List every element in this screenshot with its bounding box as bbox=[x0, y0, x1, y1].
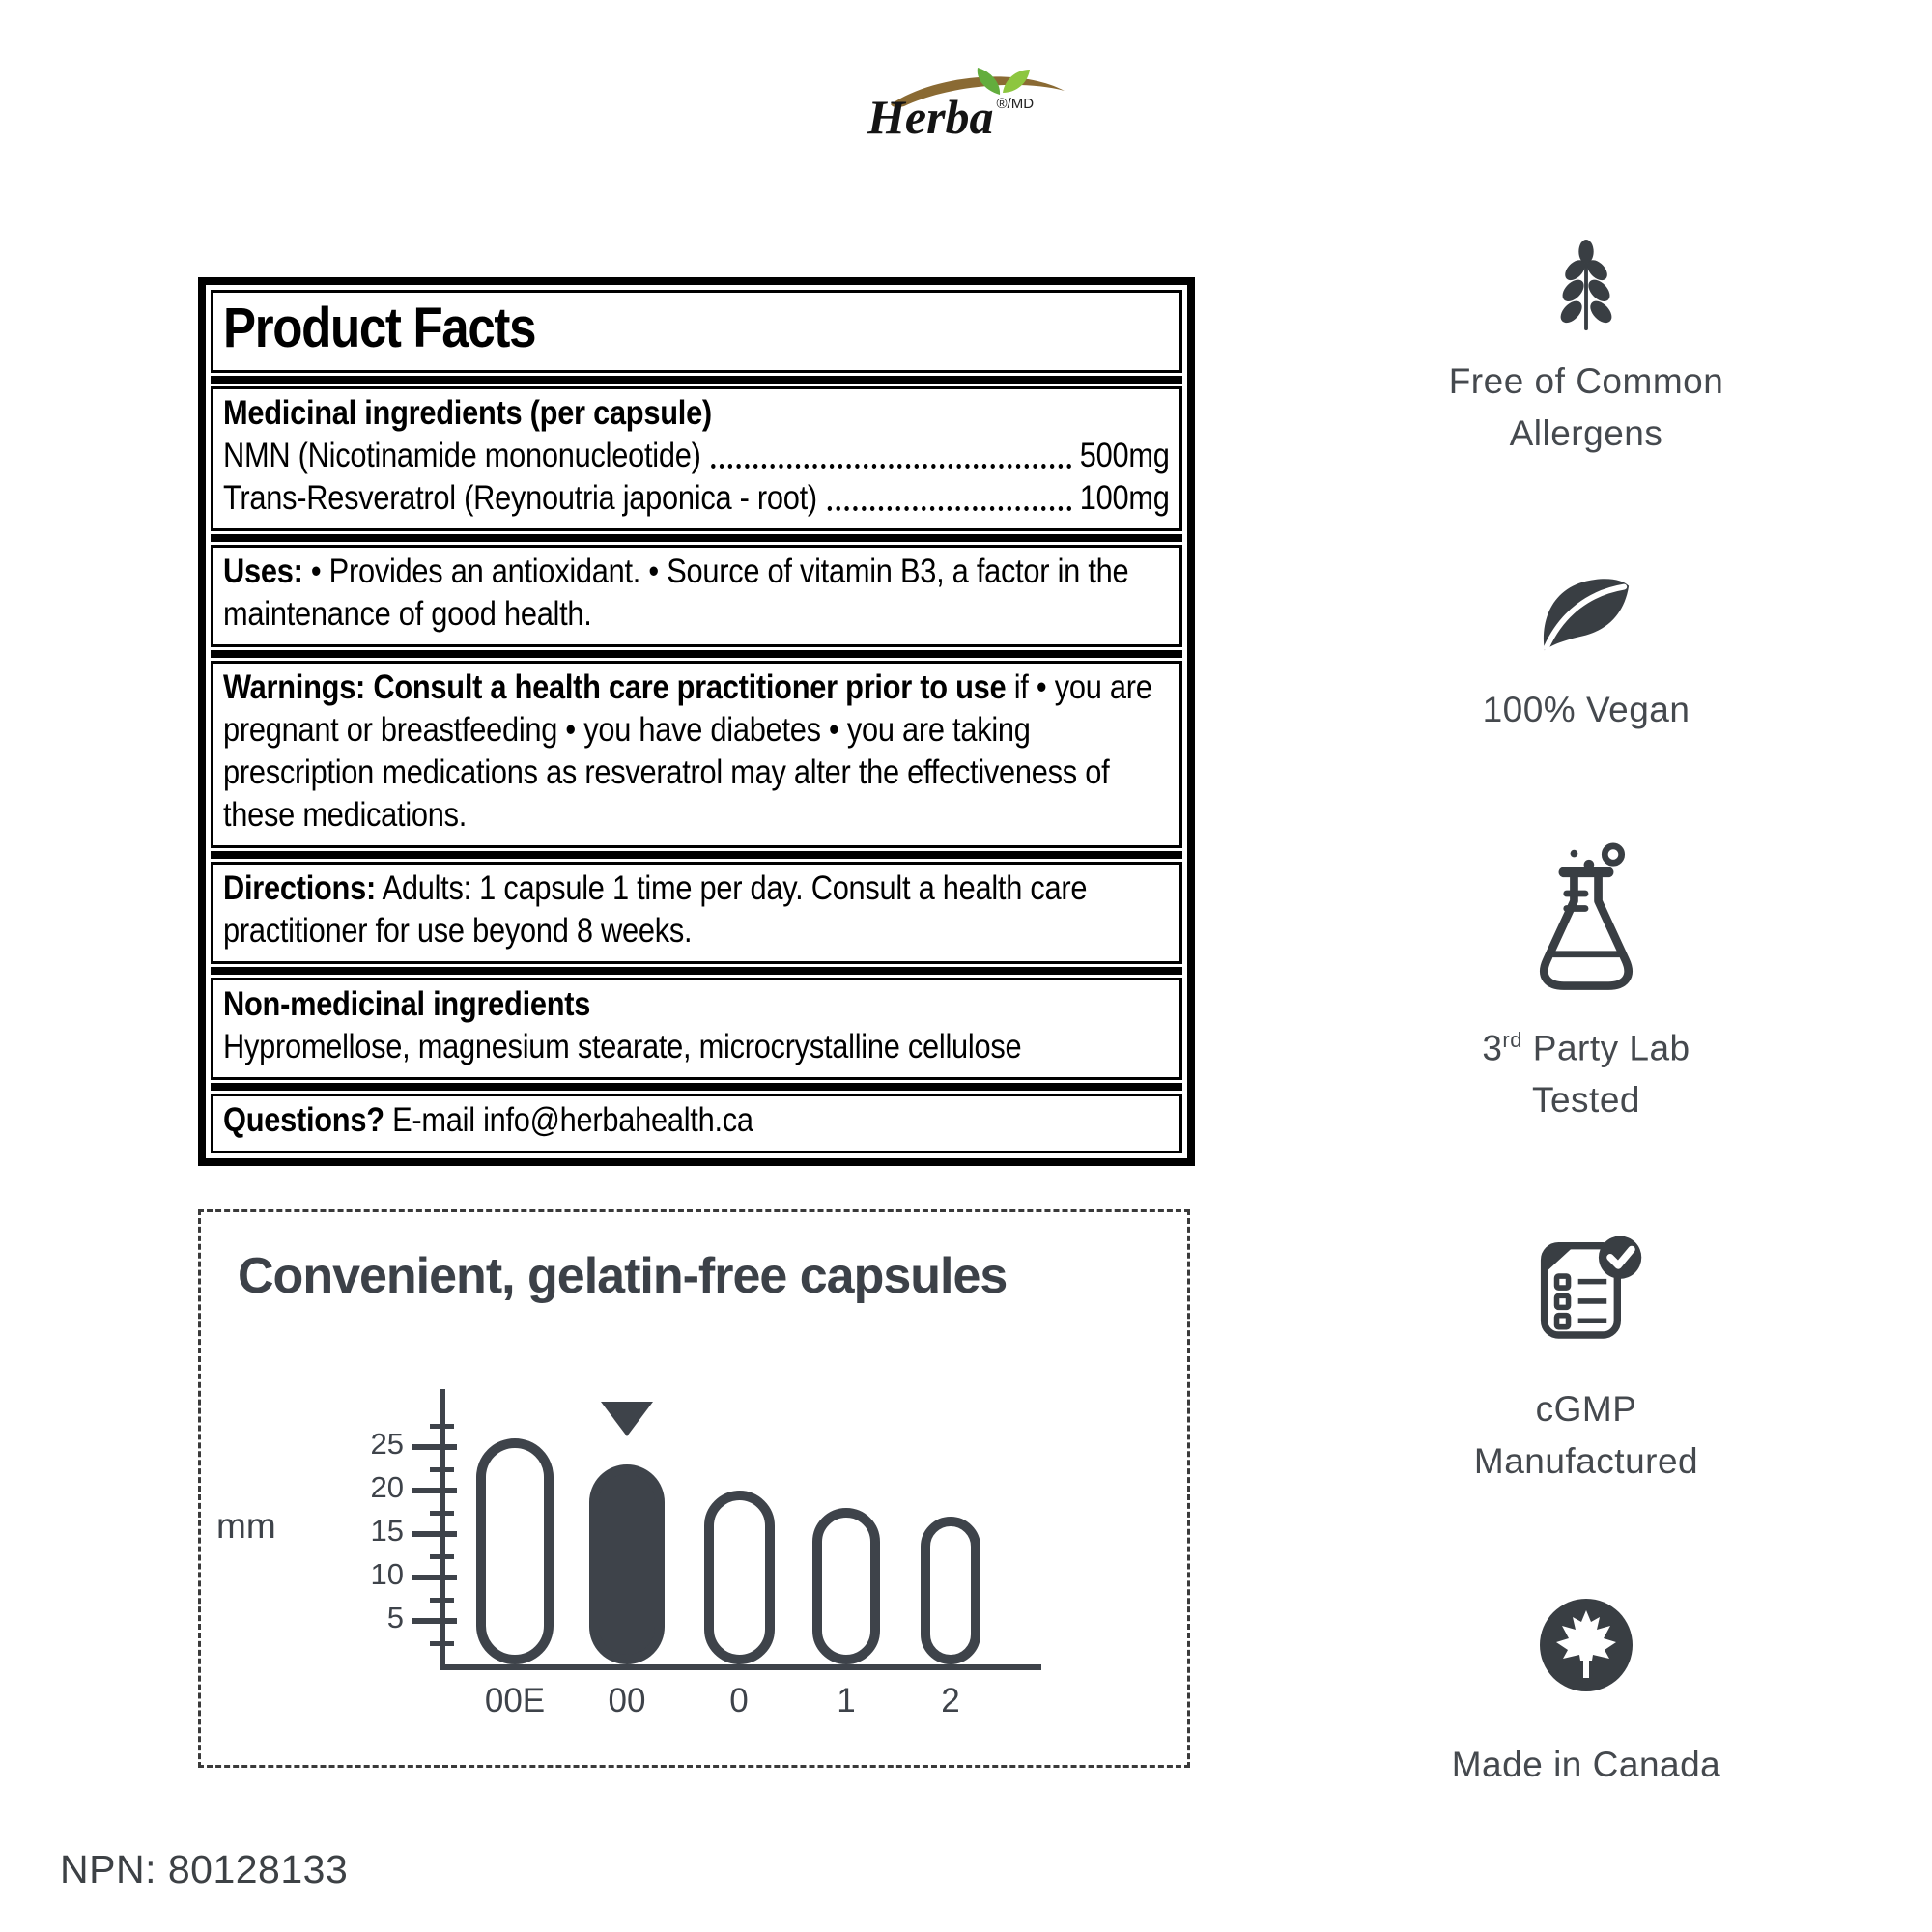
badge-checklist bbox=[1388, 1235, 1784, 1488]
section-divider bbox=[211, 650, 1182, 658]
non-medicinal-text: Hypromellose, magnesium stearate, microcrystalline cellulose bbox=[223, 1028, 1022, 1065]
y-tick-minor bbox=[430, 1424, 454, 1429]
section-divider bbox=[211, 1083, 1182, 1091]
leaf-icon bbox=[1388, 574, 1784, 655]
y-tick-major bbox=[412, 1531, 457, 1537]
y-tick-label: 25 bbox=[370, 1427, 404, 1461]
section-divider bbox=[211, 534, 1182, 542]
badge-label-line: Free of Common bbox=[1448, 361, 1724, 401]
questions-text: E-mail info@herbahealth.ca bbox=[392, 1101, 753, 1139]
section-divider bbox=[211, 967, 1182, 975]
brand-name bbox=[867, 89, 1035, 145]
y-tick-label: 5 bbox=[386, 1601, 404, 1634]
badge-maple-leaf bbox=[1388, 1596, 1784, 1791]
non-medicinal-heading: Non-medicinal ingredients bbox=[223, 985, 591, 1023]
directions-section bbox=[211, 862, 1182, 964]
ingredient-row bbox=[223, 435, 1170, 477]
highlight-marker-triangle bbox=[601, 1402, 653, 1436]
badge-label bbox=[1388, 1014, 1784, 1126]
ingredient-amount: 100mg bbox=[1079, 479, 1170, 517]
x-tick-label: 2 bbox=[941, 1682, 960, 1719]
checklist-icon bbox=[1388, 1235, 1784, 1343]
badge-label-line: Made in Canada bbox=[1451, 1745, 1721, 1784]
badge-label bbox=[1388, 684, 1784, 736]
x-tick-label: 0 bbox=[729, 1682, 749, 1719]
y-tick-minor bbox=[430, 1511, 454, 1516]
capsule-panel-heading: Convenient, gelatin-free capsules bbox=[238, 1248, 1008, 1304]
dotted-leader bbox=[827, 506, 1071, 511]
y-axis bbox=[440, 1389, 445, 1670]
warnings-section bbox=[211, 661, 1182, 848]
badge-wheat bbox=[1388, 240, 1784, 460]
x-tick-label: 00E bbox=[484, 1682, 546, 1719]
capsule-size-chart bbox=[201, 1212, 1187, 1765]
badge-label bbox=[1388, 1383, 1784, 1488]
y-tick-label: 10 bbox=[370, 1557, 404, 1591]
y-tick-label: 15 bbox=[370, 1514, 404, 1548]
uses-label: Uses: bbox=[223, 553, 303, 590]
npn-number: NPN: 80128133 bbox=[60, 1847, 349, 1891]
x-axis bbox=[440, 1664, 1041, 1670]
badge-label-line: 100% Vegan bbox=[1482, 690, 1690, 729]
questions-label: Questions? bbox=[223, 1101, 384, 1139]
capsule-size-00 bbox=[589, 1464, 665, 1664]
badge-leaf bbox=[1388, 574, 1784, 736]
dotted-leader bbox=[711, 464, 1071, 469]
capsule-size-0 bbox=[704, 1491, 775, 1664]
capsule-size-2 bbox=[921, 1517, 980, 1664]
y-tick-label: 20 bbox=[370, 1470, 404, 1504]
product-facts-title: Product Facts bbox=[223, 297, 536, 359]
ingredient-row bbox=[223, 477, 1170, 520]
y-tick-minor bbox=[430, 1641, 454, 1646]
y-tick-minor bbox=[430, 1554, 454, 1559]
y-tick-major bbox=[412, 1444, 457, 1450]
directions-label: Directions: bbox=[223, 869, 376, 907]
section-divider bbox=[211, 851, 1182, 859]
badge-lab-flask bbox=[1388, 842, 1784, 1126]
product-facts-panel bbox=[198, 277, 1195, 1166]
uses-section bbox=[211, 545, 1182, 647]
badge-label-line: Manufactured bbox=[1473, 1441, 1699, 1481]
y-axis-unit-label: mm bbox=[216, 1506, 276, 1546]
y-tick-major bbox=[412, 1488, 457, 1493]
medicinal-heading: Medicinal ingredients (per capsule) bbox=[223, 394, 712, 432]
product-facts-title-box bbox=[211, 290, 1182, 373]
medicinal-ingredients-section bbox=[211, 386, 1182, 531]
non-medicinal-section bbox=[211, 978, 1182, 1080]
y-tick-major bbox=[412, 1618, 457, 1624]
maple-leaf-icon bbox=[1388, 1596, 1784, 1694]
y-tick-minor bbox=[430, 1467, 454, 1472]
capsule-size-panel bbox=[198, 1209, 1190, 1768]
badge-label bbox=[1388, 355, 1784, 460]
brand-trademark: ®/MD bbox=[996, 96, 1035, 112]
capsule-size-00E bbox=[476, 1438, 554, 1664]
badge-label bbox=[1388, 1739, 1784, 1791]
directions-text: Adults: 1 capsule 1 time per day. Consult a health care practitioner for use beyond 8 weeks. bbox=[223, 869, 1088, 950]
ingredient-name: Trans-Resveratrol (Reynoutria japonica - root) bbox=[223, 479, 817, 517]
ingredient-rows bbox=[223, 435, 1170, 520]
x-tick-label: 1 bbox=[837, 1682, 856, 1719]
badge-label-line: 3rd Party Lab bbox=[1482, 1028, 1690, 1068]
section-divider bbox=[211, 376, 1182, 384]
uses-text: • Provides an antioxidant. • Source of vitamin B3, a factor in the maintenance of good health. bbox=[223, 553, 1129, 633]
y-tick-major bbox=[412, 1575, 457, 1580]
warnings-text: if • you are pregnant or breastfeeding • you have diabetes • you are taking prescription medications as resveratrol may alter the effectiveness of these medications. bbox=[223, 668, 1152, 834]
badge-label-line: Allergens bbox=[1509, 413, 1663, 453]
x-tick-label: 00 bbox=[608, 1682, 646, 1719]
y-tick-minor bbox=[430, 1598, 454, 1603]
questions-section bbox=[211, 1094, 1182, 1153]
badge-label-line: cGMP bbox=[1535, 1389, 1637, 1429]
ingredient-amount: 500mg bbox=[1079, 437, 1170, 474]
ingredient-name: NMN (Nicotinamide mononucleotide) bbox=[223, 437, 701, 474]
lab-flask-icon bbox=[1388, 842, 1784, 1001]
brand-name-text: Herba bbox=[867, 90, 994, 144]
wheat-icon bbox=[1388, 240, 1784, 332]
brand-logo bbox=[823, 48, 1122, 150]
warnings-label: Warnings: Consult a health care practitioner prior to use bbox=[223, 668, 1007, 706]
badge-label-line: Tested bbox=[1531, 1080, 1640, 1121]
capsule-size-1 bbox=[812, 1508, 880, 1664]
